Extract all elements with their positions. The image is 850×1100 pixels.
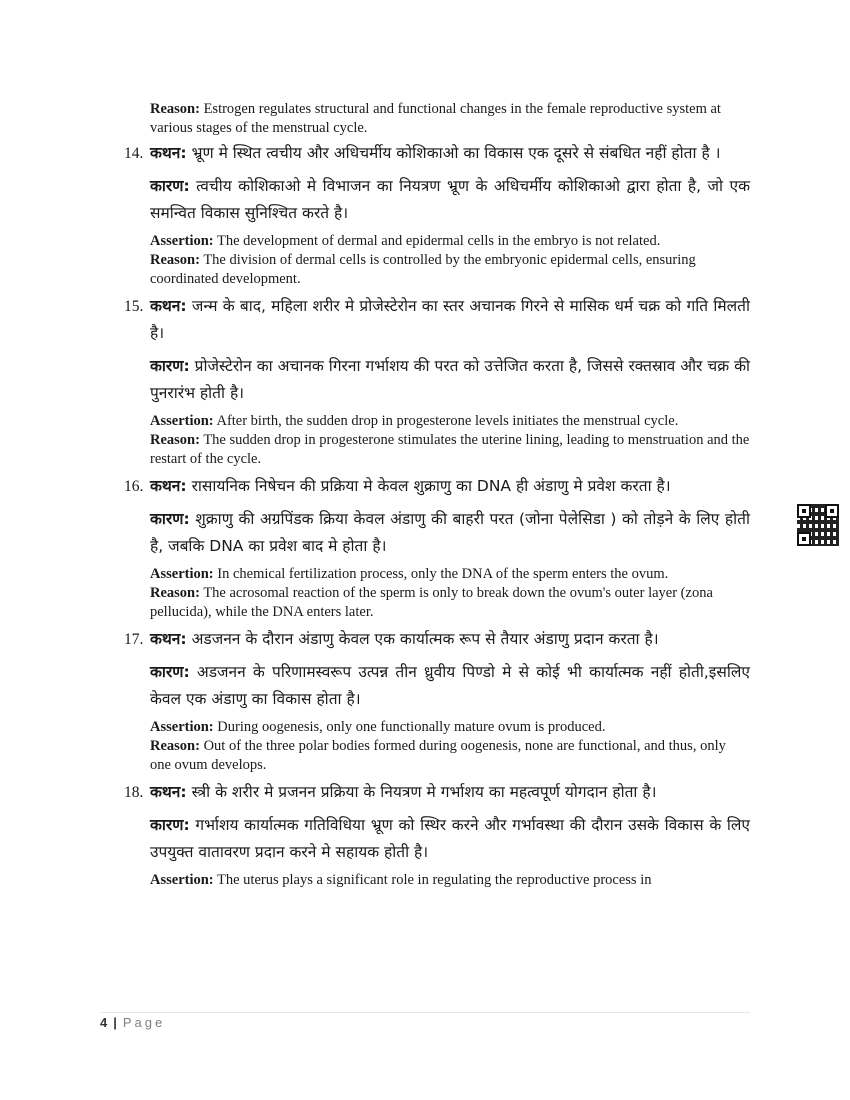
assertion [150, 412, 750, 431]
kathan-label: कथन: [150, 297, 187, 315]
kathan-label: कथन: [150, 783, 187, 801]
karan-statement [150, 173, 750, 227]
karan-label: कारण: [150, 663, 190, 681]
karan-text: प्रोजेस्टेरोन का अचानक गिरना गर्भाशय की परत को उत्तेजित करता है, जिससे रक्तस्राव और चक्र की पुनरारंभ होती है। [150, 357, 750, 402]
kathan-text: रासायनिक निषेचन की प्रक्रिया मे केवल शुक्राणु का DNA ही अंडाणु मे प्रवेश करता है। [191, 477, 671, 495]
kathan-statement [150, 293, 750, 347]
question-number: 14. [124, 145, 144, 162]
qr-finder-pattern [797, 504, 811, 518]
qr-code[interactable] [797, 504, 839, 546]
reason-label: Reason: [150, 432, 200, 448]
reason [150, 737, 750, 775]
kathan-text: स्त्री के शरीर मे प्रजनन प्रक्रिया के नियत्रण मे गर्भाशय का महत्वपूर्ण योगदान होता है। [191, 783, 657, 801]
question-14 [124, 140, 750, 289]
page-content [124, 100, 750, 890]
question-18 [124, 779, 750, 890]
kathan-statement [150, 140, 750, 167]
assertion-label: Assertion: [150, 413, 214, 429]
question-number: 16. [124, 478, 144, 495]
qr-finder-pattern [797, 532, 811, 546]
kathan-text: अडजनन के दौरान अंडाणु केवल एक कार्यात्मक रूप से तैयार अंडाणु प्रदान करता है। [191, 630, 659, 648]
karan-label: कारण: [150, 177, 190, 195]
footer-separator: | [113, 1015, 117, 1030]
reason-label: Reason: [150, 101, 200, 117]
kathan-statement [150, 626, 750, 653]
assertion-label: Assertion: [150, 566, 214, 582]
karan-label: कारण: [150, 816, 190, 834]
page-label: Page [122, 1015, 166, 1030]
reason-label: Reason: [150, 252, 200, 268]
footer-divider [100, 1012, 750, 1013]
assertion-text: In chemical fertilization process, only the DNA of the sperm enters the ovum. [217, 566, 669, 582]
kathan-label: कथन: [150, 630, 187, 648]
assertion-text: During oogenesis, only one functionally mature ovum is produced. [217, 719, 606, 735]
assertion [150, 718, 750, 737]
question-15 [124, 293, 750, 469]
assertion-label: Assertion: [150, 872, 214, 888]
reason-label: Reason: [150, 585, 200, 601]
assertion-text: After birth, the sudden drop in progesterone levels initiates the menstrual cycle. [216, 413, 679, 429]
question-number: 17. [124, 631, 144, 648]
assertion [150, 232, 750, 251]
reason-text: The division of dermal cells is controlled by the embryonic epidermal cells, ensuring coordinated development. [150, 252, 696, 287]
assertion [150, 871, 750, 890]
assertion-label: Assertion: [150, 233, 214, 249]
karan-label: कारण: [150, 510, 190, 528]
karan-label: कारण: [150, 357, 190, 375]
assertion-text: The development of dermal and epidermal cells in the embryo is not related. [217, 233, 661, 249]
karan-text: अडजनन के परिणामस्वरूप उत्पन्न तीन ध्रुवीय पिण्डो मे से कोई भी कार्यात्मक नहीं होती,इसलिए केवल एक अंडाणु का विकास होता है। [150, 663, 750, 708]
karan-text: त्वचीय कोशिकाओ मे विभाजन का नियत्रण भ्रूण के अधिचर्मीय कोशिकाओ द्वारा होता है, जो एक समन्वित विकास सुनिश्चित करते है। [150, 177, 750, 222]
question-number: 15. [124, 298, 144, 315]
reason-text: The acrosomal reaction of the sperm is only to break down the ovum's outer layer (zona pellucida), while the DNA enters later. [150, 585, 713, 620]
karan-statement [150, 812, 750, 866]
kathan-statement [150, 473, 750, 500]
karan-statement [150, 659, 750, 713]
karan-text: गर्भाशय कार्यात्मक गतिविधिया भ्रूण को स्थिर करने और गर्भावस्था की दौरान उसके विकास के लिए उपयुक्त वातावरण प्रदान करने मे सहायक होती है। [150, 816, 750, 861]
reason [150, 431, 750, 469]
kathan-label: कथन: [150, 144, 187, 162]
kathan-text: भ्रूण मे स्थित त्वचीय और अधिचर्मीय कोशिकाओ का विकास एक दूसरे से संबधित नहीं होता है । [191, 144, 721, 162]
reason-text: Out of the three polar bodies formed during oogenesis, none are functional, and thus, only one ovum develops. [150, 738, 726, 773]
question-number: 18. [124, 784, 144, 801]
reason-text: The sudden drop in progesterone stimulates the uterine lining, leading to menstruation and the restart of the cycle. [150, 432, 750, 467]
question-16 [124, 473, 750, 622]
assertion-label: Assertion: [150, 719, 214, 735]
page-footer [100, 1015, 165, 1030]
reason-text: Estrogen regulates structural and functional changes in the female reproductive system at various stages of the menstrual cycle. [150, 101, 721, 136]
assertion-text: The uterus plays a significant role in regulating the reproductive process in [217, 872, 652, 888]
kathan-label: कथन: [150, 477, 187, 495]
karan-text: शुक्राणु की अग्रपिंडक क्रिया केवल अंडाणु की बाहरी परत (जोना पेलेसिडा ) को तोड़ने के लिए होती है, जबकि DNA का प्रवेश बाद मे होता है। [150, 510, 750, 555]
karan-statement [150, 506, 750, 560]
intro-reason [150, 100, 750, 138]
question-17 [124, 626, 750, 775]
kathan-statement [150, 779, 750, 806]
karan-statement [150, 353, 750, 407]
qr-finder-pattern [825, 504, 839, 518]
reason [150, 584, 750, 622]
page-number: 4 [100, 1015, 108, 1030]
kathan-text: जन्म के बाद, महिला शरीर मे प्रोजेस्टेरोन का स्तर अचानक गिरने से मासिक धर्म चक्र को गति मिलती है। [150, 297, 750, 342]
assertion [150, 565, 750, 584]
reason [150, 251, 750, 289]
reason-label: Reason: [150, 738, 200, 754]
